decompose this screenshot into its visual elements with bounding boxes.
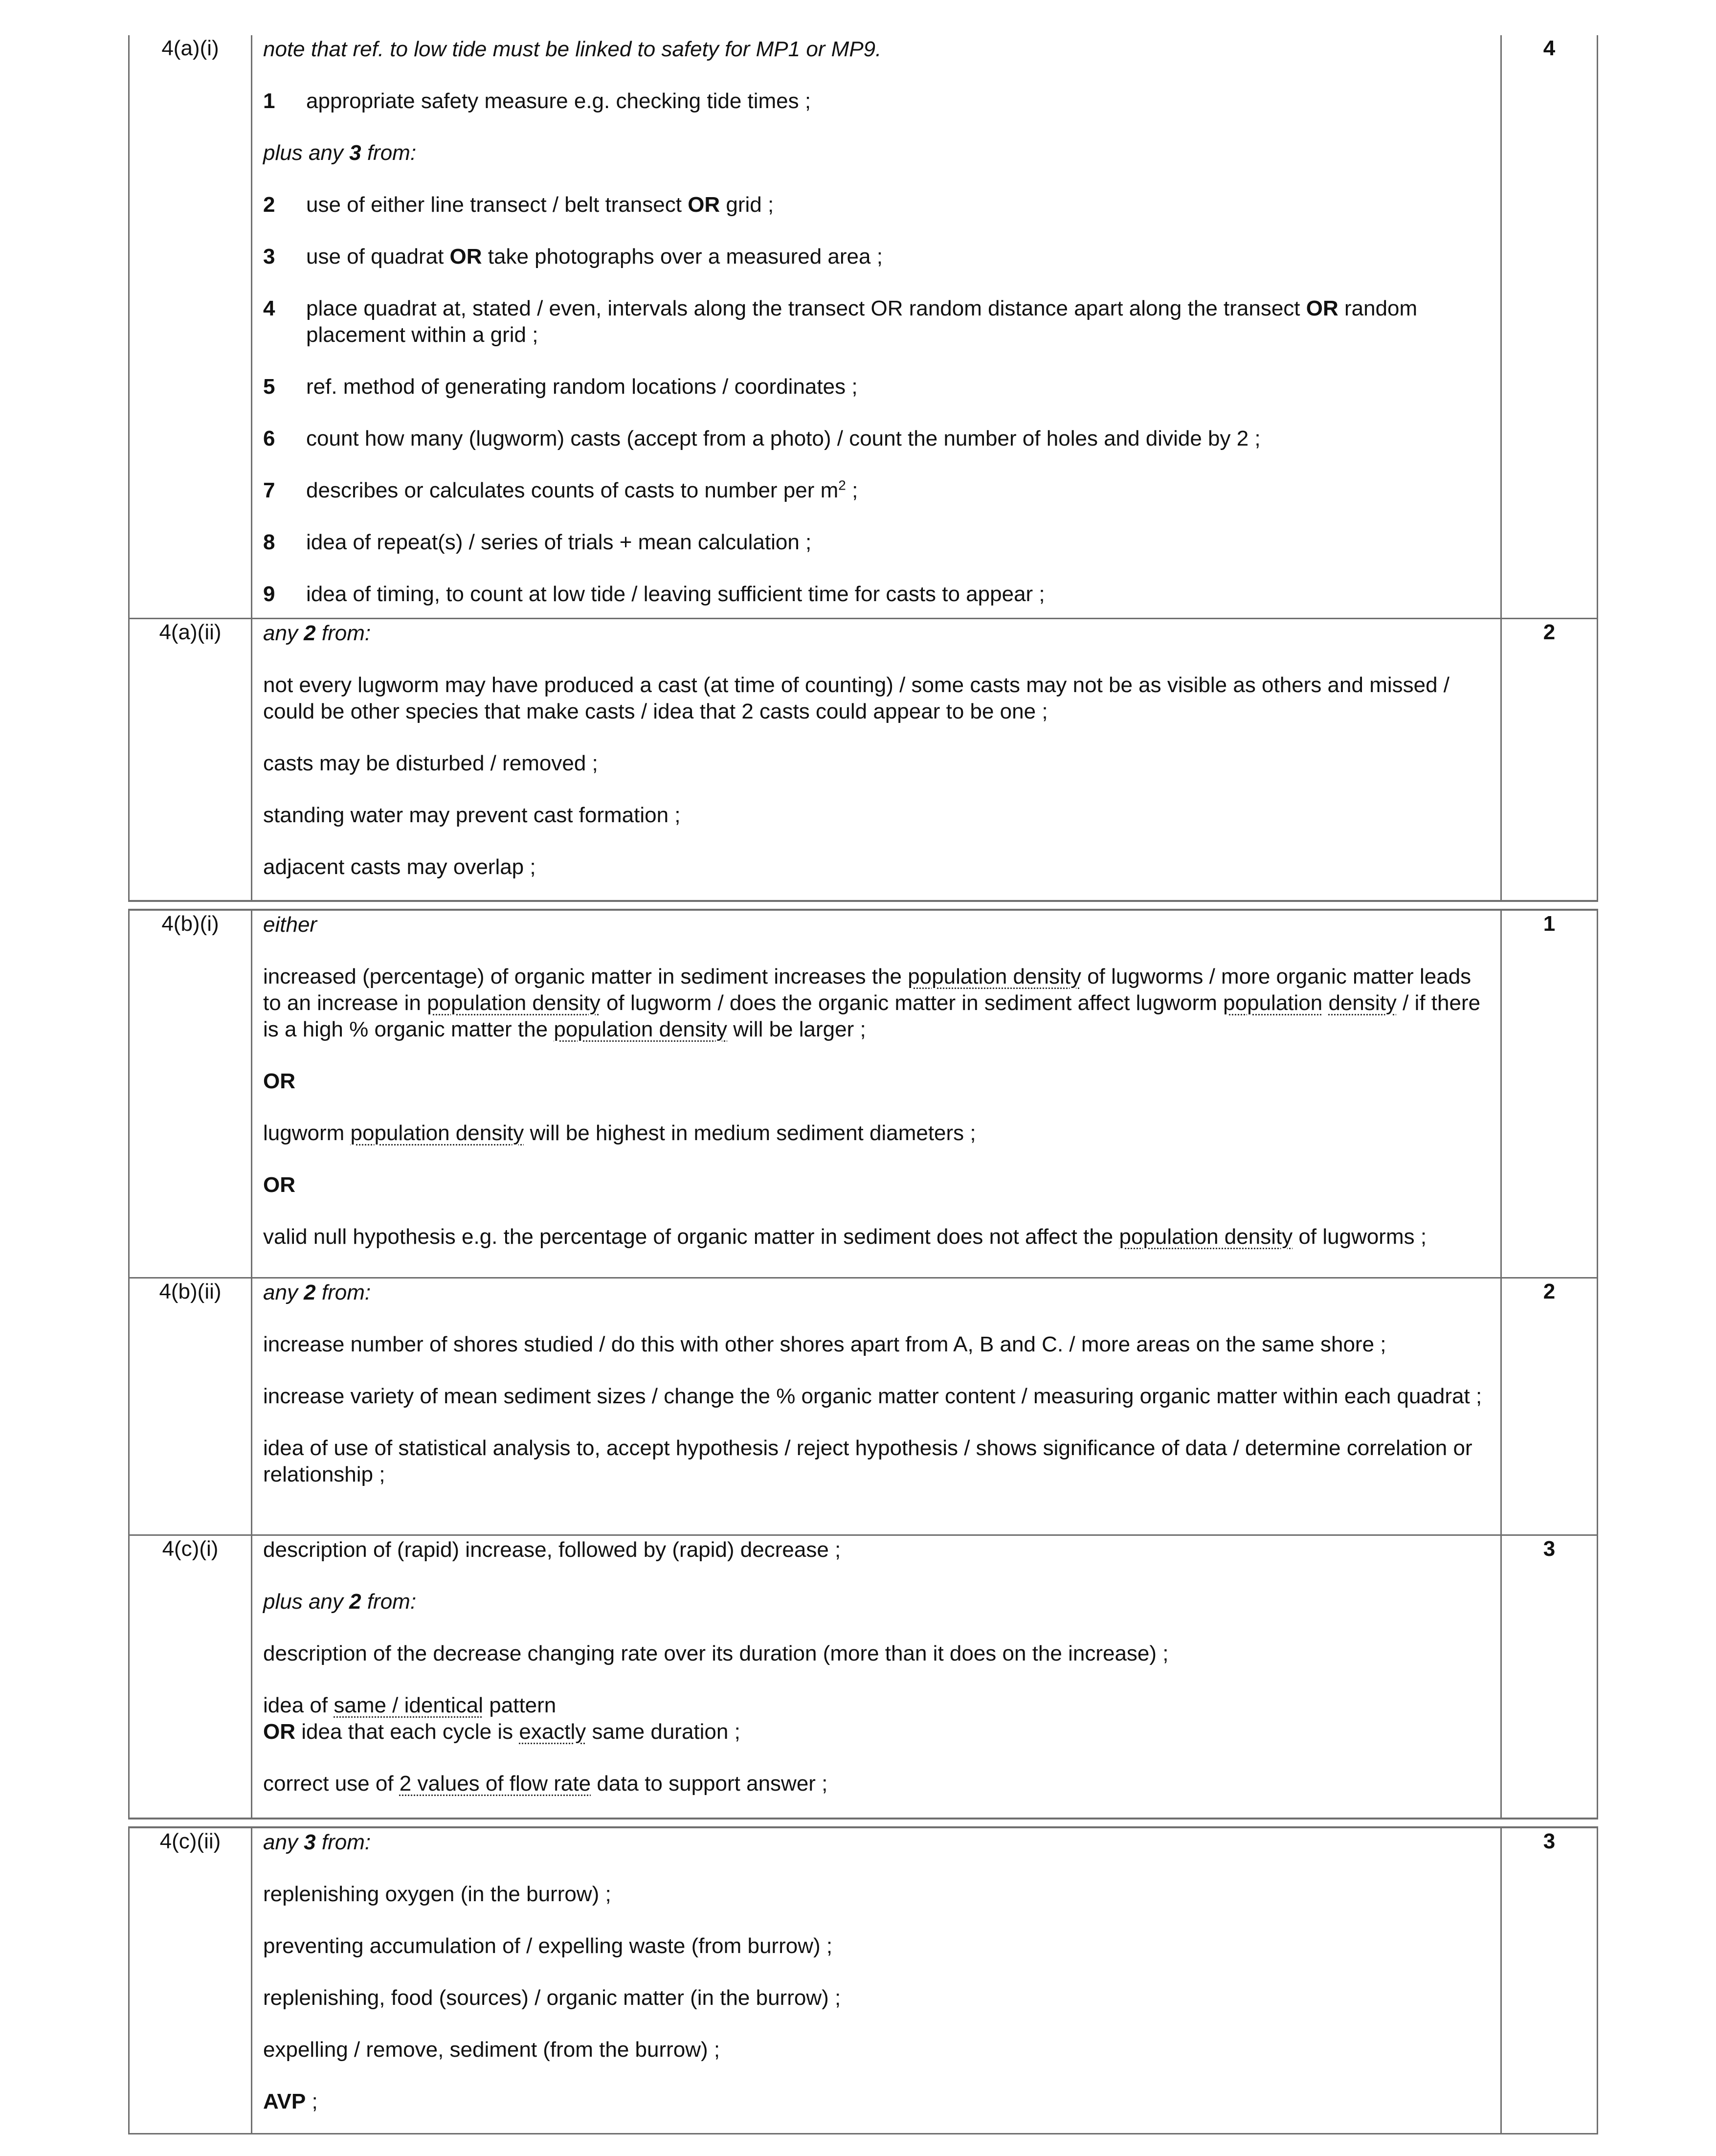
any-from-text: any 3 from: (263, 1830, 371, 1854)
row-4ci (128, 1536, 1598, 1819)
answer-point: expelling / remove, sediment (from the burrow) ; (263, 2038, 720, 2062)
marks-value: 3 (1543, 1537, 1556, 1561)
row-4bi (128, 909, 1598, 1279)
answer-cell (252, 619, 1502, 900)
marking-point: 7 describes or calculates counts of casts to number per $m^2$ ; (263, 477, 858, 502)
plus-any-text: plus any 3 from: (263, 141, 417, 165)
answer-point: idea of use of statistical analysis to, accept hypothesis / reject hypothesis / shows significance of data / determine correlation or relationship ; (263, 1436, 1472, 1486)
answer-point: standing water may prevent cast formation ; (263, 803, 681, 827)
answer-point: increase number of shores studied / do this with other shores apart from A, B and C. / more areas on the same shore ; (263, 1332, 1386, 1356)
answer-point: increase variety of mean sediment sizes / change the % organic matter content / measuring organic matter within each quadrat ; (263, 1384, 1482, 1408)
answer-point: description of (rapid) increase, followed by (rapid) decrease ; (263, 1538, 841, 1562)
any-from-text: any 2 from: (263, 621, 371, 645)
any-from-text: any 2 from: (263, 1280, 371, 1304)
marking-point: 8 idea of repeat(s) / series of trials + mean calculation ; (263, 530, 812, 554)
either-text: either (263, 913, 317, 937)
answer-point: description of the decrease changing rate over its duration (more than it does on the increase) ; (263, 1641, 1169, 1665)
question-number: 4(a)(i) (130, 35, 252, 618)
marking-point: 4 place quadrat at, stated / even, intervals along the transect OR random distance apart along the transect OR random placement within a grid ; (263, 296, 1418, 347)
answer-point: lugworm population density will be highest in medium sediment diameters ; (263, 1121, 976, 1145)
marking-point: 6 count how many (lugworm) casts (accept from a photo) / count the number of holes and divide by 2 ; (263, 427, 1261, 450)
marks-value: 1 (1543, 912, 1556, 936)
answer-point: not every lugworm may have produced a cast (at time of counting) / some casts may not be as visible as others and missed / could be other species that make casts / idea that 2 casts could appear to be one ; (263, 673, 1450, 723)
marks-value: 4 (1543, 36, 1556, 60)
marking-point: 9 idea of timing, to count at low tide / leaving sufficient time for casts to appear ; (263, 582, 1045, 606)
question-number: 4(c)(ii) (130, 1828, 252, 2133)
answer-cell (252, 1828, 1502, 2133)
answer-point: casts may be disturbed / removed ; (263, 751, 598, 775)
marks-value: 3 (1543, 1829, 1556, 1853)
question-number: 4(b)(ii) (130, 1279, 252, 1534)
answer-point: replenishing oxygen (in the burrow) ; (263, 1882, 611, 1906)
answer-point: adjacent casts may overlap ; (263, 855, 536, 879)
answer-cell (252, 911, 1502, 1277)
marking-point: 3 use of quadrat OR take photographs over a measured area ; (263, 245, 883, 269)
answer-cell (252, 35, 1502, 618)
answer-point: correct use of 2 values of flow rate data to support answer ; (263, 1772, 828, 1796)
marking-point: 2 use of either line transect / belt transect OR grid ; (263, 193, 774, 217)
answer-point: increased (percentage) of organic matter in sediment increases the population density of lugworms / more organic matter leads to an increase in population density of lugworm / does the organic matter in sediment affect lugworm population density / if there is a high % organic matter the population density will be larger ; (263, 965, 1481, 1041)
answer-cell (252, 1536, 1502, 1818)
marks-value: 2 (1543, 1280, 1556, 1303)
note-text: note that ref. to low tide must be linked to safety for MP1 or MP9. (263, 37, 882, 61)
plus-any-text: plus any 2 from: (263, 1590, 417, 1614)
answer-point: replenishing, food (sources) / organic matter (in the burrow) ; (263, 1986, 841, 2010)
or-text: OR (263, 1173, 295, 1197)
row-4aii (128, 619, 1598, 902)
row-4cii (128, 1826, 1598, 2134)
question-number: 4(a)(ii) (130, 619, 252, 900)
row-4ai (128, 35, 1598, 619)
question-number: 4(c)(i) (130, 1536, 252, 1818)
or-text: OR (263, 1069, 295, 1093)
answer-point: valid null hypothesis e.g. the percentage of organic matter in sediment does not affect the population density of lugworms ; (263, 1225, 1427, 1249)
marking-point: 5 ref. method of generating random locations / coordinates ; (263, 375, 858, 399)
answer-cell (252, 1279, 1502, 1534)
row-4bii (128, 1279, 1598, 1536)
mark-scheme-table (128, 35, 1598, 2134)
avp-text: AVP ; (263, 2089, 318, 2113)
answer-point: preventing accumulation of / expelling waste (from burrow) ; (263, 1934, 833, 1958)
marking-point: 1 appropriate safety measure e.g. checking tide times ; (263, 89, 811, 113)
question-number: 4(b)(i) (130, 911, 252, 1277)
answer-point: idea of same / identical pattern OR idea that each cycle is exactly same duration ; (263, 1693, 740, 1744)
marks-value: 2 (1543, 620, 1556, 644)
